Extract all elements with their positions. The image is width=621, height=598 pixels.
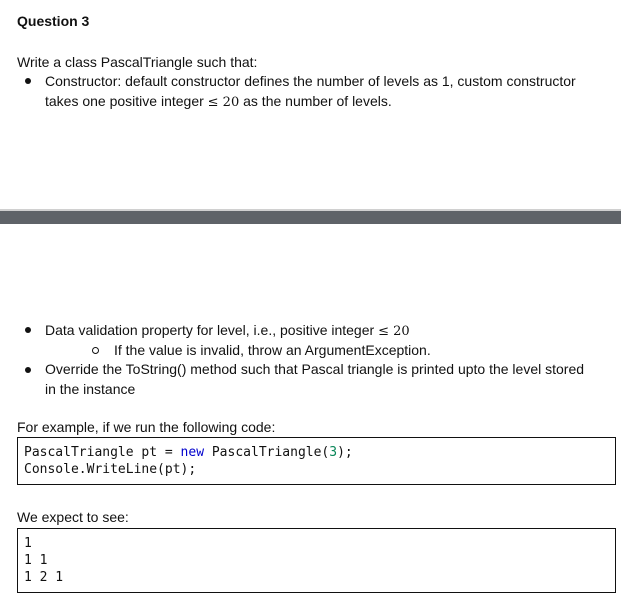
code-block — [17, 437, 616, 485]
override-line1: Override the ToString() method such that Pascal triangle is printed upto the level stored — [45, 361, 585, 377]
bullet-marker — [25, 367, 31, 373]
code-line-2: Console.WriteLine(pt); — [24, 462, 197, 477]
constructor-line2-end: as the number of levels. — [239, 93, 392, 109]
bullet-marker — [25, 78, 31, 84]
code-number: 3 — [329, 445, 338, 460]
question-title: Question 3 — [17, 13, 90, 29]
code-line-1 — [24, 444, 609, 461]
example-intro: For example, if we run the following code: — [17, 419, 276, 435]
code-token: PascalTriangle pt = — [24, 445, 181, 460]
constructor-line2 — [45, 91, 576, 113]
intro-text: Write a class PascalTriangle such that: — [17, 54, 258, 70]
validation-text: Data validation property for level, i.e., positive integer — [45, 322, 379, 338]
expect-intro: We expect to see: — [17, 509, 129, 525]
output-block — [17, 528, 616, 593]
page-break-divider — [0, 211, 621, 224]
output-line: 1 2 1 — [24, 570, 64, 585]
output-line: 1 1 — [24, 553, 48, 568]
constructor-line1: Constructor: default constructor defines the number of levels as 1, custom constructor — [45, 73, 576, 89]
constructor-math: ≤ 20 — [207, 95, 240, 110]
output-line: 1 — [24, 536, 32, 551]
code-token: PascalTriangle( — [204, 445, 330, 460]
override-bullet — [45, 359, 584, 399]
constructor-bullet — [45, 71, 576, 113]
code-token: ); — [337, 445, 353, 460]
invalid-subbullet: If the value is invalid, throw an ArgumentException. — [114, 342, 431, 358]
validation-bullet — [45, 320, 410, 342]
code-keyword: new — [180, 445, 205, 460]
bullet-marker — [25, 327, 31, 333]
override-line2: in the instance — [45, 381, 136, 397]
sub-bullet-marker — [92, 347, 99, 354]
validation-math: ≤ 20 — [378, 324, 410, 339]
constructor-line2-text: takes one positive integer — [45, 93, 208, 109]
